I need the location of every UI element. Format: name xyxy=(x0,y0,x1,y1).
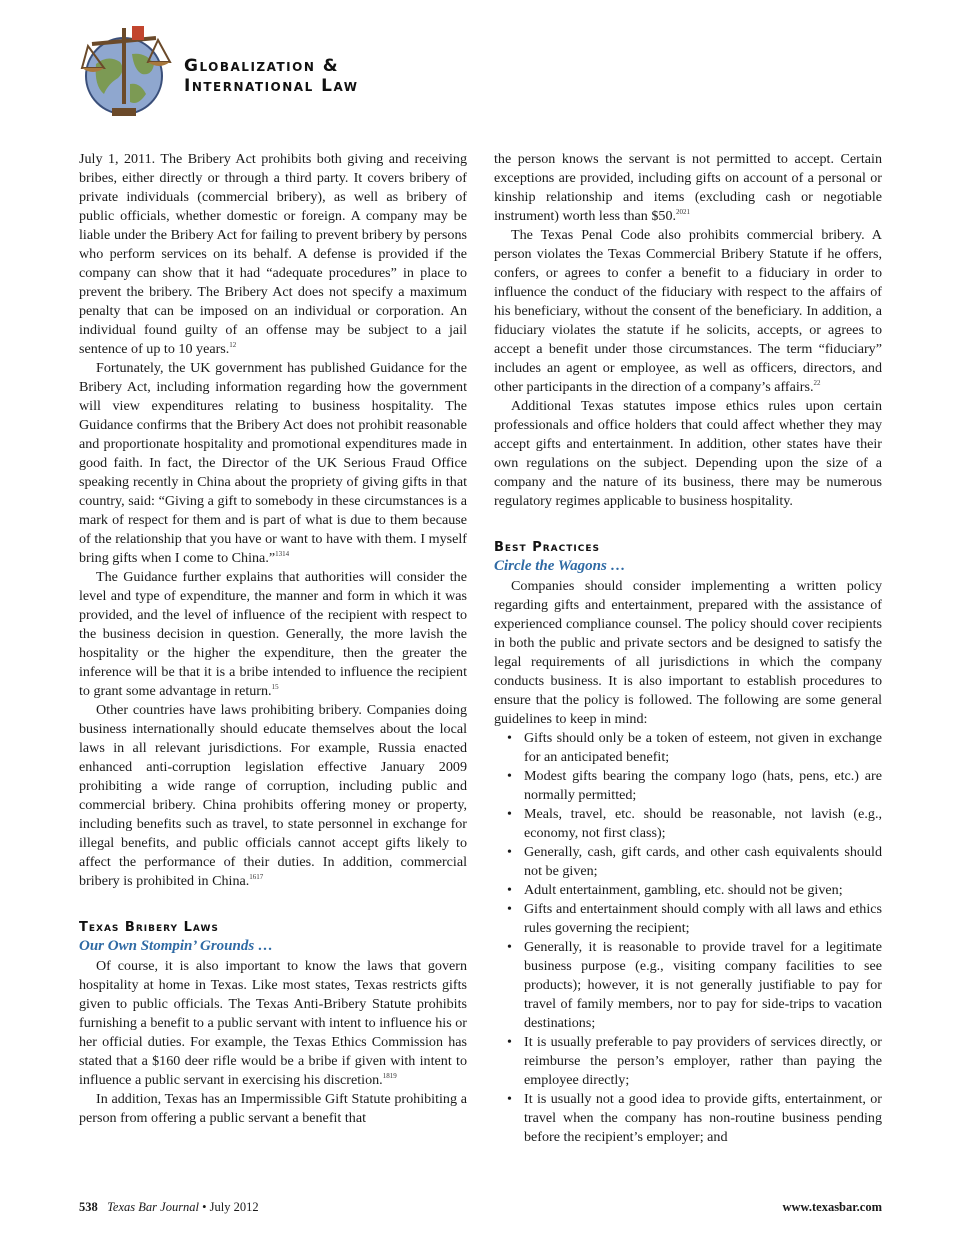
page-footer xyxy=(79,1200,882,1220)
section-title-line-1: Globalization & xyxy=(184,56,340,76)
paragraph xyxy=(494,226,882,397)
guidelines-list xyxy=(494,729,882,1147)
paragraph-text: Of course, it is also important to know the laws that govern hospitality at home in Texas. Like most states, Texas restricts gifts given to public officials. The Texas Anti-Bribery Statute prohibits furnishing a benefit to a public servant with intent to influence his or her official duties. For example, the Texas Ethics Commission has stated that a $160 deer rifle would be a bribe if given with intent to influence a public servant in exercising his discretion. xyxy=(79,958,467,1088)
paragraph xyxy=(79,150,467,359)
section-title xyxy=(184,56,358,96)
list-item: • Meals, travel, etc. should be reasonable, not lavish (e.g., economy, not first class); xyxy=(494,805,882,843)
list-item: • Gifts and entertainment should comply with all laws and ethics rules governing the recipient; xyxy=(494,900,882,938)
paragraph-text: The Guidance further explains that authorities will consider the level and type of expenditure, the manner and form in which it was provided, and the level of influence of the recipient with respect to the business decision in question. Generally, the more lavish the hospitality or the higher the expenditure, then the greater the inference will be that it is a bribe intended to influence the recipient to grant some advantage in return. xyxy=(79,569,467,699)
paragraph-text: the person knows the servant is not permitted to accept. Certain exceptions are provided, including gifts on account of a personal or kinship relationship and items (excluding cash or negotiable instrument) worth less than $50. xyxy=(494,151,882,224)
footnote-ref: 12 xyxy=(229,341,237,349)
globe-scales-logo-icon xyxy=(74,24,178,120)
section-heading: Best Practices xyxy=(494,540,600,555)
footer-separator: • xyxy=(202,1200,207,1214)
paragraph-text: Companies should consider implementing a written policy regarding gifts and entertainment, prepared with the assistance of experienced compliance counsel. The policy should cover recipients in both the public and private sectors and be designed to satisfy the legal requirements of all jurisdictions in which the company conducts business. It is also important to establish procedures to ensure that the policy is followed. The following are some general guidelines to keep in mind: xyxy=(494,578,882,727)
footnote-ref: 21 xyxy=(683,208,691,216)
journal-name: Texas Bar Journal xyxy=(107,1200,200,1214)
paragraph xyxy=(79,568,467,701)
list-item: • Modest gifts bearing the company logo (hats, pens, etc.) are normally permitted; xyxy=(494,767,882,805)
footnote-ref: 19 xyxy=(389,1072,397,1080)
paragraph-text: Other countries have laws prohibiting bribery. Companies doing business internationally should educate themselves about the local laws in all relevant jurisdictions. For example, Russia enacted enhanced anti-corruption legislation effective January 2009 prohibiting a wide range of corruption, including public and commercial bribery. China prohibits offering money or property, including benefits such as travel, to state personnel in exchange for illegal benefits, and public officials cannot accept gifts likely to affect the performance of their duties. In addition, commercial bribery is prohibited in China. xyxy=(79,702,467,889)
section-title-line-2: International Law xyxy=(184,76,359,96)
paragraph xyxy=(494,397,882,511)
paragraph xyxy=(79,701,467,891)
paragraph-text: Fortunately, the UK government has published Guidance for the Bribery Act, including information regarding how the government will view expenditures relating to business hospitality. The Guidance confirms that the Bribery Act does not prohibit reasonable and proportionate hospitality and promotional expenditures made in good faith. In fact, the Director of the UK Serious Fraud Office speaking recently in China about the propriety of giving gifts in that country, said: “Giving a gift to somebody in these circumstances is a mark of respect for them and is part of what is due to them because of the relationship that you have or want to have with them. I myself bring gifts when I come to China.” xyxy=(79,360,467,566)
paragraph-text: July 1, 2011. The Bribery Act prohibits both giving and receiving bribes, either directly or through a third party. It covers bribery of private individuals (commercial bribery), as well as bribery of public officials, whether domestic or foreign. A company may be liable under the Bribery Act for failing to prevent bribery by persons who perform services on its behalf. A defense is provided if the company can show that it had “adequate procedures” in place to prevent the bribery. The Bribery Act does not specify a maximum penalty that can be imposed on an individual or corporation. An individual found guilty of an offense may be subject to a jail sentence of up to 10 years. xyxy=(79,151,467,357)
footnote-ref: 22 xyxy=(813,379,821,387)
paragraph xyxy=(79,1090,467,1128)
paragraph xyxy=(494,150,882,226)
paragraph-text: The Texas Penal Code also prohibits commercial bribery. A person violates the Texas Commercial Bribery Statute if he offers, confers, or agrees to confer a benefit to a fiduciary in order to influence the conduct of the fiduciary with respect to the affairs of his beneficiary, without the consent of the beneficiary. In addition, a fiduciary violates the statute if he solicits, accepts, or agrees to accept a benefit under those circumstances. The term “fiduciary” includes an agent or employee, as well as officers, directors, and other participants in the direction of a company’s affairs. xyxy=(494,227,882,395)
section-subheading: Circle the Wagons … xyxy=(494,558,626,574)
list-item: • It is usually preferable to pay providers of services directly, or reimburse the person’s employer, rather than paying the employee directly; xyxy=(494,1033,882,1090)
left-column xyxy=(79,150,467,1128)
list-item: • Gifts should only be a token of esteem, not given in exchange for an anticipated benefit; xyxy=(494,729,882,767)
paragraph xyxy=(79,957,467,1090)
footnote-ref: 15 xyxy=(271,683,279,691)
paragraph-text: Additional Texas statutes impose ethics rules upon certain professionals and office holders that could affect whether they may accept gifts and entertainment. In addition, other states have their own regulations on the subject. Depending upon the size of a company and the nature of its business, there may be numerous regulatory regimes applicable to business hospitality. xyxy=(494,398,882,509)
paragraph xyxy=(79,359,467,568)
footnote-ref: 18 xyxy=(382,1072,390,1080)
footnote-ref: 14 xyxy=(282,550,290,558)
page-number: 538 xyxy=(79,1200,98,1214)
issue-date: July 2012 xyxy=(209,1200,259,1214)
footnote-ref: 13 xyxy=(275,550,283,558)
footnote-ref: 20 xyxy=(676,208,684,216)
website-link[interactable]: www.texasbar.com xyxy=(782,1200,882,1214)
right-column xyxy=(494,150,882,1147)
footer-citation xyxy=(79,1200,259,1215)
footnote-ref: 17 xyxy=(256,873,264,881)
paragraph xyxy=(494,577,882,729)
footnote-ref: 16 xyxy=(249,873,257,881)
section-heading: Texas Bribery Laws xyxy=(79,920,219,935)
paragraph-text: In addition, Texas has an Impermissible Gift Statute prohibiting a person from offering a public servant a benefit that xyxy=(79,1091,467,1126)
section-subheading: Our Own Stompin’ Grounds … xyxy=(79,938,273,954)
list-item: • Generally, it is reasonable to provide travel for a legitimate business purpose (e.g., visiting company facilities to see products); however, it is not generally justifiable to pay for travel of family members, nor to pay for side-trips to vacation destinations; xyxy=(494,938,882,1033)
list-item: • It is usually not a good idea to provide gifts, entertainment, or travel when the company has non-routine business pending before the recipient’s employer; and xyxy=(494,1090,882,1147)
list-item: • Adult entertainment, gambling, etc. should not be given; xyxy=(494,881,882,900)
list-item: • Generally, cash, gift cards, and other cash equivalents should not be given; xyxy=(494,843,882,881)
page-header xyxy=(74,22,494,122)
